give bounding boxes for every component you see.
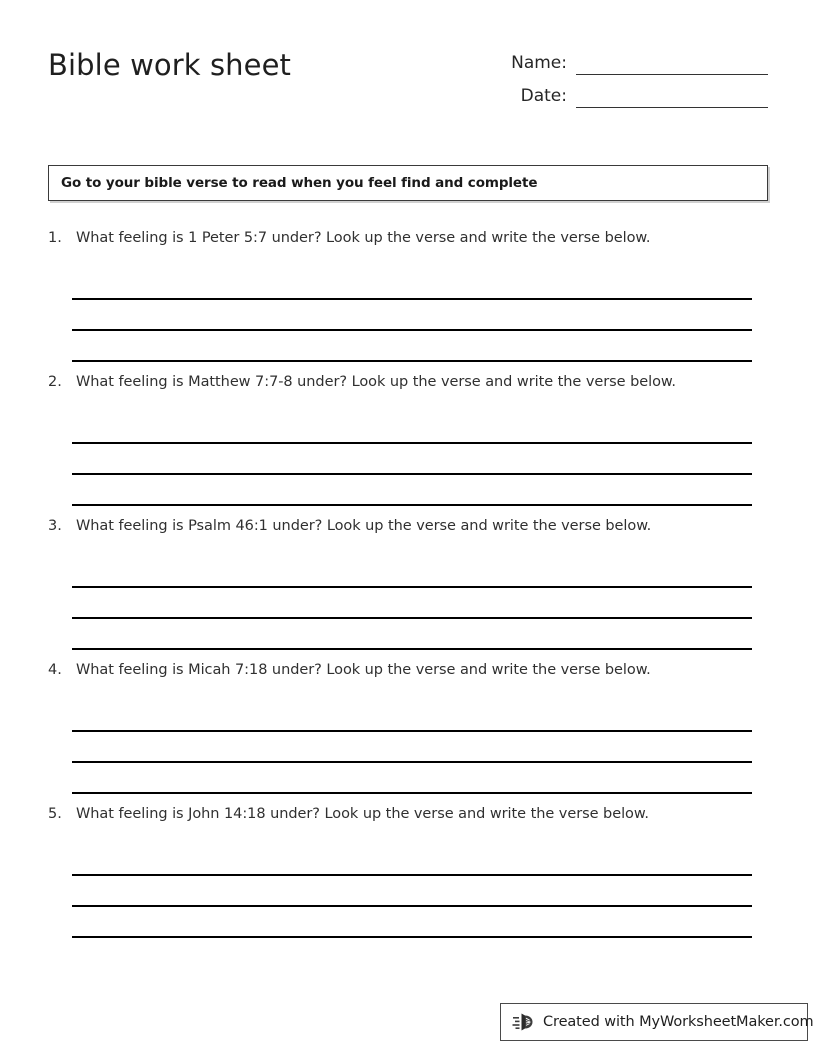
page-title: Bible work sheet	[48, 48, 292, 82]
question-number: 4.	[48, 662, 62, 678]
answer-line[interactable]	[72, 300, 752, 331]
question-block	[48, 662, 768, 806]
answer-lines	[72, 269, 752, 362]
question-number: 5.	[48, 806, 62, 822]
instruction-banner	[48, 165, 768, 201]
answer-line[interactable]	[72, 269, 752, 300]
question-text: What feeling is Micah 7:18 under? Look up the verse and write the verse below.	[76, 662, 651, 678]
date-input[interactable]	[576, 87, 768, 108]
created-with-badge[interactable]	[500, 1003, 814, 1041]
answer-lines	[72, 701, 752, 794]
question-block	[48, 518, 768, 662]
answer-line[interactable]	[72, 907, 752, 938]
worksheet-header	[48, 42, 768, 122]
question-text: What feeling is Psalm 46:1 under? Look up the verse and write the verse below.	[76, 518, 652, 534]
question-row	[48, 662, 768, 678]
question-row	[48, 230, 768, 246]
name-field-row	[488, 42, 768, 75]
question-row	[48, 518, 768, 534]
answer-lines	[72, 845, 752, 938]
question-list	[48, 230, 768, 950]
instruction-text: Go to your bible verse to read when you feel find and complete	[61, 175, 538, 191]
question-row	[48, 374, 768, 390]
answer-line[interactable]	[72, 475, 752, 506]
question-block	[48, 230, 768, 374]
worksheet-maker-logo-icon	[512, 1009, 538, 1035]
answer-line[interactable]	[72, 732, 752, 763]
answer-line[interactable]	[72, 557, 752, 588]
question-block	[48, 806, 768, 950]
answer-line[interactable]	[72, 413, 752, 444]
name-label: Name:	[511, 53, 567, 73]
answer-lines	[72, 413, 752, 506]
date-label: Date:	[520, 86, 567, 106]
question-number: 3.	[48, 518, 62, 534]
question-text: What feeling is Matthew 7:7-8 under? Look up the verse and write the verse below.	[76, 374, 676, 390]
question-number: 1.	[48, 230, 62, 246]
answer-line[interactable]	[72, 331, 752, 362]
answer-line[interactable]	[72, 876, 752, 907]
answer-line[interactable]	[72, 701, 752, 732]
answer-line[interactable]	[72, 444, 752, 475]
question-block	[48, 374, 768, 518]
answer-line[interactable]	[72, 763, 752, 794]
answer-lines	[72, 557, 752, 650]
question-text: What feeling is John 14:18 under? Look up the verse and write the verse below.	[76, 806, 649, 822]
question-text: What feeling is 1 Peter 5:7 under? Look up the verse and write the verse below.	[76, 230, 651, 246]
badge-text: Created with MyWorksheetMaker.com	[543, 1014, 814, 1030]
question-row	[48, 806, 768, 822]
date-field-row	[488, 75, 768, 108]
answer-line[interactable]	[72, 619, 752, 650]
answer-line[interactable]	[72, 845, 752, 876]
name-input[interactable]	[576, 54, 768, 75]
name-date-fields	[488, 42, 768, 108]
question-number: 2.	[48, 374, 62, 390]
answer-line[interactable]	[72, 588, 752, 619]
